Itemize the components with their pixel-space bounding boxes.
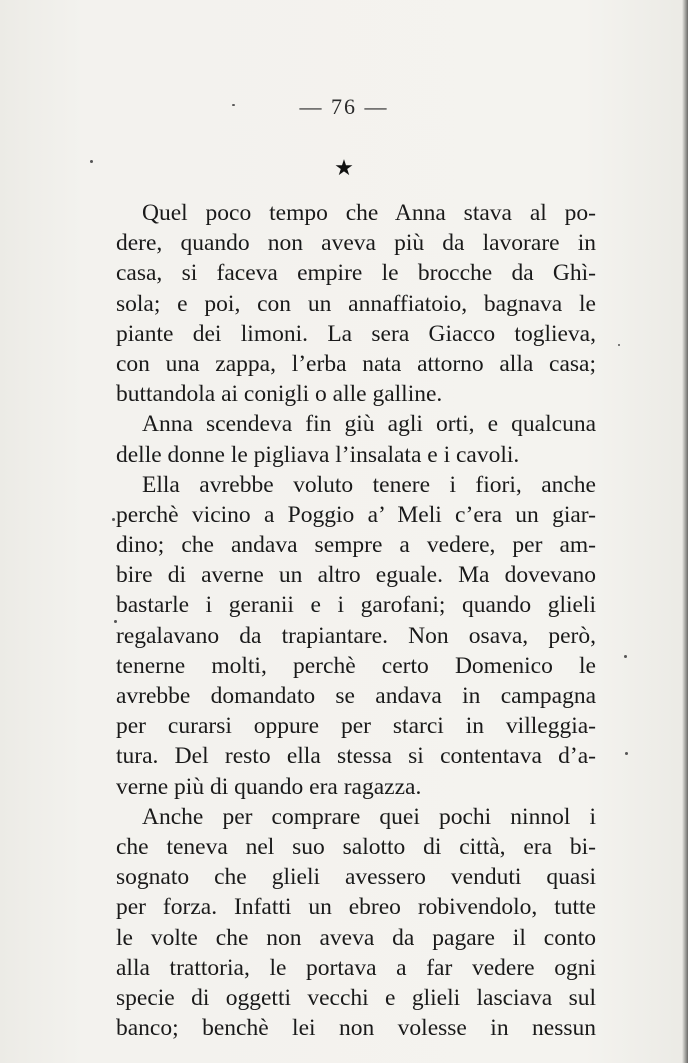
text-line: per curarsi oppure per starci in villeggia-	[116, 713, 596, 740]
paper-speck	[625, 752, 628, 755]
text-line: dino; che andava sempre a vedere, per am-	[116, 532, 596, 559]
text-line: specie di oggetti vecchi e glieli lasciava sul	[116, 984, 596, 1011]
text-line: bastarle i geranii e i garofani; quando glieli	[116, 592, 596, 619]
paper-speck	[112, 518, 115, 521]
text-line: Ella avrebbe voluto tenere i fiori, anche	[142, 471, 596, 498]
text-line: banco; benchè lei non volesse in nessun	[116, 1015, 596, 1042]
paper-speck	[90, 160, 93, 163]
text-line: buttandola ai conigli o alle galline.	[116, 381, 443, 408]
text-line: verne più di quando era ragazza.	[116, 773, 422, 800]
paper-speck	[114, 620, 117, 623]
text-line: che teneva nel suo salotto di città, era bi-	[116, 833, 596, 860]
text-line: le volte che non aveva da pagare il conto	[116, 924, 596, 951]
text-line: piante dei limoni. La sera Giacco toglieva,	[116, 320, 596, 347]
text-line: avrebbe domandato se andava in campagna	[116, 683, 596, 709]
text-line: sognato che glieli avessero venduti quasi	[116, 864, 596, 891]
text-line: bire di averne un altro eguale. Ma dovevano	[116, 562, 596, 589]
text-line: per forza. Infatti un ebreo robivendolo, tutte	[116, 894, 596, 921]
text-line: Anche per comprare quei pochi ninnol i	[142, 803, 596, 830]
text-line: perchè vicino a Poggio a’ Meli c’era un giar-	[116, 501, 596, 528]
text-line: dere, quando non aveva più da lavorare in	[116, 230, 596, 257]
text-line: Anna scendeva fin giù agli orti, e qualcuna	[142, 411, 596, 438]
text-line: sola; e poi, con un annaffiatoio, bagnava le	[116, 290, 596, 317]
text-line: con una zappa, l’erba nata attorno alla casa;	[116, 350, 596, 377]
paper-speck	[232, 104, 235, 106]
text-line: delle donne le pigliava l’insalata e i cavoli.	[116, 441, 520, 468]
text-line: Quel poco tempo che Anna stava al po-	[142, 200, 596, 226]
star-ornament-icon: ★	[334, 156, 354, 181]
text-line: regalavano da trapiantare. Non osava, però,	[116, 622, 596, 649]
page-number: — 76 —	[299, 94, 389, 119]
body-text	[116, 198, 596, 1043]
paper-speck	[624, 655, 627, 658]
page-edge-shadow	[682, 0, 688, 1063]
text-line: tura. Del resto ella stessa si contentava d’a-	[116, 743, 596, 770]
text-line: casa, si faceva empire le brocche da Ghì-	[116, 260, 596, 287]
text-line: tenerne molti, perchè certo Domenico le	[116, 652, 596, 679]
text-line: alla trattoria, le portava a far vedere ogni	[116, 954, 596, 981]
paper-speck	[618, 344, 620, 346]
